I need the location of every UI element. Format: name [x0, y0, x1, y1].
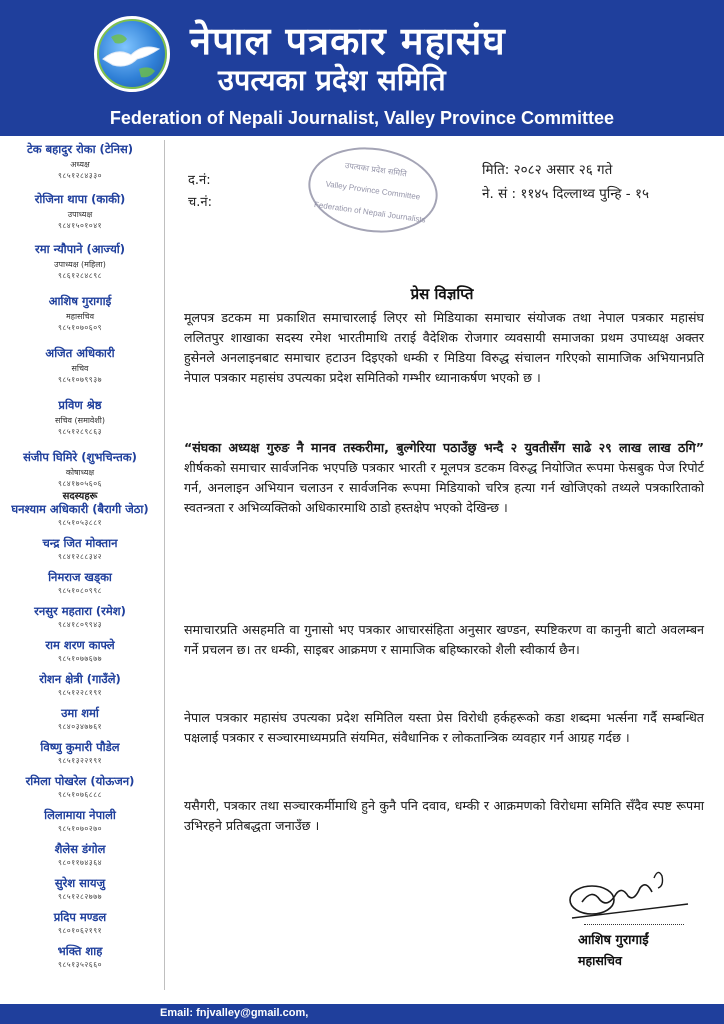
- member-name: विष्णु कुमारी पौडेल: [40, 740, 120, 754]
- member-phone: ९८५१०७०६०९: [58, 323, 102, 332]
- committee-member-entry: [0, 774, 160, 800]
- member-name: रनसुर महतारा (रमेश): [34, 604, 126, 618]
- committee-member-entry: [0, 842, 160, 868]
- quoted-headline: “संघका अध्यक्ष गुरुङ नै मानव तस्करीमा, बुल्गेरिया पठाउँछु भन्दै २ युवतीसँग साढे २९ लाख लाख ठगि”: [184, 440, 704, 455]
- logo-graphic: [97, 19, 167, 89]
- member-name: भक्ति शाह: [57, 944, 103, 958]
- committee-sidebar: [0, 138, 160, 988]
- member-phone: ९८५१०७०२७०: [58, 824, 102, 833]
- member-phone: ९८५१०७९९३७: [58, 375, 102, 384]
- member-phone: ९८५१०७६८८८: [58, 790, 102, 799]
- footer-email: Email: fnjvalley@gmail.com,: [160, 1007, 309, 1019]
- member-phone: ९८०१०६२१९१: [58, 926, 102, 935]
- member-phone: ९८५१२८२७७७: [58, 892, 102, 901]
- committee-member-entry: [0, 944, 160, 970]
- committee-member-entry: [0, 604, 160, 630]
- member-name: चन्द्र जित मोक्तान: [42, 536, 118, 550]
- member-role: अध्यक्ष: [70, 160, 90, 169]
- member-phone: ९८४१७०५६०६: [58, 479, 102, 488]
- member-role: उपाध्यक्ष (महिला): [54, 260, 106, 269]
- office-stamp: [303, 139, 443, 240]
- member-phone: ९८४१५०१०४१: [58, 221, 102, 230]
- member-name: घनश्याम अधिकारी (बैरागी जेठा): [11, 502, 149, 516]
- committee-member-entry: [0, 672, 160, 698]
- member-phone: ९८५१३२२१९१: [58, 756, 102, 765]
- letterhead-footer: [0, 1004, 724, 1024]
- member-phone: ९८५१०८०९९८: [58, 586, 102, 595]
- member-phone: ९८५१३५२६६०: [58, 960, 102, 969]
- member-name: उमा शर्मा: [61, 706, 99, 720]
- committee-member-entry: [0, 706, 160, 732]
- dispatch-number-label: द.नं:: [188, 173, 211, 188]
- paragraph-4: नेपाल पत्रकार महासंघ उपत्यका प्रदेश समितिल यस्ता प्रेस विरोधी हर्कहरूको कडा शब्दमा भर्त्सना गर्दै सम्बन्धित पक्षलाई पत्रकार र सञ्चारमाध्यमप्रति संयमित, संवैधानिक र लोकतान्त्रिक व्यवहार गर्न आग्रह गर्दछ ।: [184, 710, 704, 745]
- dove-globe-logo-icon: [94, 16, 170, 92]
- member-entry: [0, 450, 160, 489]
- member-name: संजीप घिमिरे (शुभचिन्तक): [23, 450, 137, 464]
- committee-member-entry: [0, 910, 160, 936]
- sidebar-divider: [164, 140, 165, 990]
- member-name: रोजिना थापा (काकी): [34, 192, 126, 206]
- organization-title-en: Federation of Nepali Journalist, Valley Province Committee: [109, 108, 615, 128]
- member-entry: [0, 294, 160, 333]
- member-name: लिलामाया नेपाली: [44, 808, 116, 822]
- member-role: उपाध्यक्ष: [67, 210, 93, 219]
- letter-body: [172, 140, 712, 990]
- member-name: प्रविण श्रेष्ठ: [58, 398, 102, 412]
- paragraph-5: यसैगरी, पत्रकार तथा सञ्चारकर्मीमाथि हुने कुनै पनि दवाव, धम्की र आक्रमणको विरोधमा समिति सँदैव स्पष्ट रूपमा उभिरहने प्रतिबद्धता जनाउँछ ।: [184, 798, 704, 833]
- member-name: निमराज खड्का: [48, 570, 112, 584]
- member-entry: [0, 192, 160, 231]
- member-phone: ९८०११७४३६४: [58, 858, 102, 867]
- member-role: कोषाध्यक्ष: [65, 468, 95, 477]
- member-phone: ९८५१२२८१९१: [58, 688, 102, 697]
- committee-member-entry: [0, 876, 160, 902]
- stamp-line-en: Valley Province Committee: [325, 179, 421, 202]
- committee-member-entry: [0, 502, 160, 528]
- committee-member-entry: [0, 638, 160, 664]
- reference-number-label: च.नं:: [188, 195, 212, 210]
- stamp-line-federation: Federation of Nepali Journalists: [313, 199, 427, 225]
- paragraph-2: [184, 438, 704, 518]
- member-entry: [0, 142, 160, 181]
- press-release-title: प्रेस विज्ञप्ति: [410, 285, 474, 303]
- member-role: सचिव: [71, 364, 89, 373]
- signer-title: महासचिव: [578, 953, 622, 968]
- member-name: शैलेस डंगोल: [54, 842, 106, 856]
- organization-subtitle-np: उपत्यका प्रदेश समिति: [218, 63, 446, 97]
- letter-date: मिति: २०८२ असार २६ गते: [482, 162, 613, 178]
- member-name: राम शरण काफ्ले: [45, 638, 115, 652]
- organization-title-np: नेपाल पत्रकार महासंघ: [190, 19, 506, 63]
- letterhead-header: [0, 0, 724, 136]
- signature-line: [584, 924, 684, 925]
- paragraph-3: समाचारप्रति असहमति वा गुनासो भए पत्रकार आचारसंहिता अनुसार खण्डन, स्पष्टिकरण वा कानुनी बाटो अवलम्बन गर्ने प्रचलन छ। तर धम्की, साइबर आक्रमण र सामाजिक बहिष्कारको शैली स्वीकार्य छैन।: [184, 622, 704, 657]
- member-role: महासचिव: [65, 312, 95, 321]
- member-name: अजित अधिकारी: [45, 346, 115, 360]
- member-entry: [0, 242, 160, 281]
- member-phone: ९८४१२८८३४२: [58, 552, 102, 561]
- member-name: प्रदिप मण्डल: [53, 910, 107, 924]
- paragraph-2-text: शीर्षकको समाचार सार्वजनिक भएपछि पत्रकार भारती र मूलपत्र डटकम विरुद्ध नियोजित रूपमा फेसबुक पेज रिपोर्ट गर्न, अनलाइन अभियान चलाउन र सार्वजनिक रूपमा मिडियाको चरित्र हत्या गर्न खोजिएको तथ्यले पत्रकारिताको स्वतन्त्रता र अभिव्यक्तिको अधिकारमाथि ठाडो हस्तक्षेप भएको देखिन्छ ।: [184, 460, 704, 515]
- committee-member-entry: [0, 536, 160, 562]
- nepal-sambat-date: ने. सं : ११४५ दिल्लाथ्व पुन्हि - १५: [482, 186, 649, 202]
- member-phone: ९८४१८०९९४३: [58, 620, 102, 629]
- member-entry: [0, 346, 160, 385]
- committee-member-entry: [0, 808, 160, 834]
- member-phone: ९८६१२८४८९८: [58, 271, 102, 280]
- member-phone: ९८५१२८४३३०: [58, 171, 102, 180]
- paragraph-1: मूलपत्र डटकम मा प्रकाशित समाचारलाई लिएर सो मिडियाका समाचार संयोजक तथा नेपाल पत्रकार महासंघ ललितपुर शाखाका सदस्य रमेश भारतीमाथि तराई वैदेशिक रोजगार व्यवसायी समाजका प्रथम उपाध्यक्ष अक्तर हुसेनले अनलाइनबाट समाचार हटाउन दिइएको धम्की र मिडिया विरुद्ध संचालन गरिएको सामाजिक अभियानप्रति नेपाल पत्रकार महासंघ उपत्यका प्रदेश समितिको गम्भीर ध्यानाकर्षण भएको छ ।: [184, 310, 704, 385]
- member-name: सुरेश सायजु: [54, 876, 106, 890]
- member-name: रमिला पोखरेल (योऊजन): [25, 774, 135, 788]
- member-phone: ९८५१०७७६७७: [58, 654, 102, 663]
- members-section-label: सदस्यहरू: [62, 491, 98, 502]
- member-name: आशिष गुरागाई: [48, 294, 112, 308]
- committee-member-entry: [0, 570, 160, 596]
- member-name: रमा न्यौपाने (आर्ज्या): [35, 242, 125, 256]
- stamp-line-np: उपत्यका प्रदेश समिति: [344, 160, 408, 179]
- member-phone: ९८४०३४७७६१: [58, 722, 102, 731]
- member-phone: ९८५१०५३८८१: [58, 518, 102, 527]
- member-phone: ९८५१२८९८६३: [58, 427, 102, 436]
- signer-name: आशिष गुरागाईं: [578, 933, 649, 948]
- committee-member-entry: [0, 740, 160, 766]
- member-name: टेक बहादुर रोका (टेनिस): [26, 142, 134, 156]
- member-name: रोशन क्षेत्री (गाउँले): [39, 672, 121, 686]
- member-entry: [0, 398, 160, 437]
- handwritten-signature: [562, 858, 692, 922]
- member-role: सचिव (समावेशी): [54, 416, 106, 425]
